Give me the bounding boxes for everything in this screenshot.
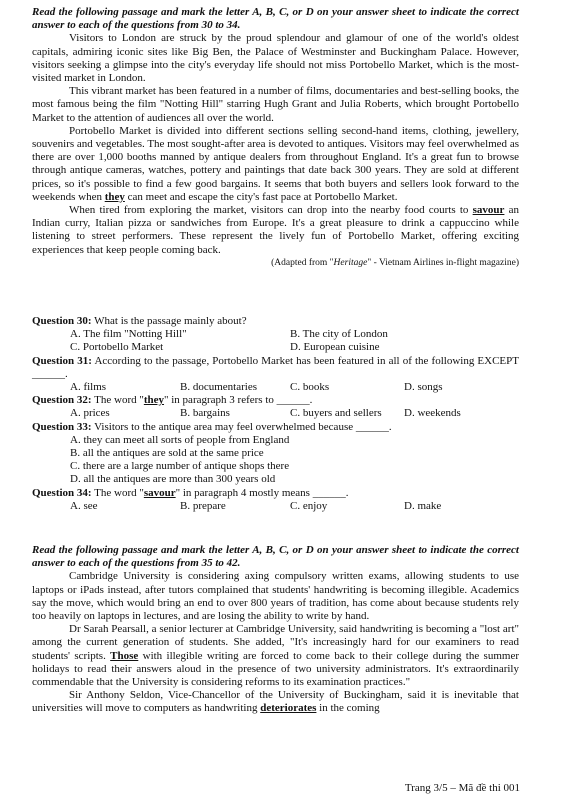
q32-option-d[interactable]: D. weekends bbox=[404, 407, 461, 420]
source-suffix: " - Vietnam Airlines in-flight magazine) bbox=[367, 257, 519, 268]
q31-option-d[interactable]: D. songs bbox=[404, 380, 443, 393]
question-33-text: Visitors to the antique area may feel overwhelmed because ______. bbox=[91, 420, 392, 433]
q32-option-c[interactable]: C. buyers and sellers bbox=[290, 407, 382, 420]
question-32 bbox=[32, 394, 519, 420]
q34-option-c[interactable]: C. enjoy bbox=[290, 499, 328, 512]
passage1-source bbox=[32, 257, 519, 270]
question-33-label: Question 33: bbox=[32, 420, 92, 433]
passage2-paragraph-3 bbox=[32, 689, 519, 715]
q30-option-b[interactable]: B. The city of London bbox=[290, 328, 388, 341]
passage1-paragraph-2: This vibrant market has been featured in a number of films, documentaries and best-selling books, the most famous being the film "Notting Hill" starring Hugh Grant and Julia Roberts, which brought Portobello Market to the attention of audiences all over the world. bbox=[32, 85, 519, 124]
p3b-text-after: in the coming bbox=[316, 702, 380, 715]
source-prefix: (Adapted from " bbox=[271, 257, 334, 268]
p4-text-after: an Indian curry, Italian pizza or sandwiches from Europe. It's a great pleasure to drink a cappuccino while listening to street performers. These represent the lively fun of Portobello Market, offering exciting experiences that keep people coming back. bbox=[32, 204, 519, 256]
question-31 bbox=[32, 355, 519, 395]
question-34 bbox=[32, 487, 519, 513]
page-footer: Trang 3/5 – Mã đề thi 001 bbox=[404, 782, 520, 794]
p3b-text-before: Sir Anthony Seldon, Vice-Chancellor of the University of Buckingham, said it is inevitable that universities will move to computers as handwriting bbox=[32, 689, 519, 715]
passage2-paragraph-1: Cambridge University is considering axing compulsory written exams, allowing students to use laptops or iPads instead, after tutors complained that students' handwriting is becoming illegible. Academics say the move, which would bring an end to over 800 years of tradition, has come about because students rely too heavily on laptops in lectures, and are losing the ability to write by hand. bbox=[32, 570, 519, 623]
section1-passage bbox=[32, 6, 519, 270]
q31-option-a[interactable]: A. films bbox=[70, 380, 107, 393]
passage2-paragraph-2 bbox=[32, 623, 519, 689]
q33-option-c[interactable]: C. there are a large number of antique shops there bbox=[70, 460, 290, 473]
q30-option-c[interactable]: C. Portobello Market bbox=[70, 341, 164, 354]
underlined-word-they: they bbox=[104, 190, 125, 203]
section2-instruction: Read the following passage and mark the letter A, B, C, or D on your answer sheet to indicate the correct answer to each of the questions from 35 to 42. bbox=[32, 544, 519, 570]
passage1-paragraph-1: Visitors to London are struck by the proud splendour and glamour of one of the world's oldest capitals, admiring iconic sites like Big Ben, the Palace of Westminster and Buckingham Palace. However, visitors seeking a glimpse into the city's everyday life should not miss Portobello Market, which is the most-visited market in London. bbox=[32, 32, 519, 85]
question-34-text-pre: The word " bbox=[91, 486, 144, 499]
section2-passage bbox=[32, 544, 519, 716]
question-33 bbox=[32, 421, 519, 487]
p3-text-after: can meet and escape the city's fast pace at Portobello Market. bbox=[124, 190, 398, 203]
q31-option-c[interactable]: C. books bbox=[290, 380, 330, 393]
underlined-word-deteriorates: deteriorates bbox=[260, 702, 317, 715]
q34-option-b[interactable]: B. prepare bbox=[180, 499, 226, 512]
question-32-word: they bbox=[143, 394, 165, 407]
questions-30-34 bbox=[32, 315, 519, 513]
p3-text-before: Portobello Market is divided into different sections selling second-hand items, clothing, jewellery, souvenirs and vegetables. The most sought-after area is devoted to antiques. Visitors may feel overwhelmed as there are over 1,000 booths manned by antique dealers from throughout England. It's a great fun to browse through antique cameras, watches, pottery and paintings that date back 300 years. They are sold at different prices, so it's possible to find a few good bargains. It seems that both buyers and sellers look forward to the weekends when bbox=[32, 124, 519, 203]
p2-text-after: with illegible writing are forced to come back to their college during the summer holidays to read their answers aloud in the presence of two university administrators. It's extraordinarily commendable that the University is considering reforms to its examination practices." bbox=[32, 649, 519, 689]
p4-text-before: When tired from exploring the market, visitors can drop into the nearby food courts to bbox=[69, 204, 473, 217]
q30-option-a[interactable]: A. The film "Notting Hill" bbox=[70, 328, 187, 341]
q33-option-a[interactable]: A. they can meet all sorts of people from England bbox=[70, 433, 290, 446]
passage1-paragraph-4 bbox=[32, 204, 519, 257]
q34-option-a[interactable]: A. see bbox=[70, 499, 98, 512]
q32-option-b[interactable]: B. bargains bbox=[180, 407, 230, 420]
q33-option-b[interactable]: B. all the antiques are sold at the same price bbox=[70, 446, 264, 459]
question-34-label: Question 34: bbox=[32, 486, 92, 499]
passage1-paragraph-3 bbox=[32, 125, 519, 204]
question-30-text: What is the passage mainly about? bbox=[91, 315, 247, 327]
q33-option-d[interactable]: D. all the antiques are more than 300 years old bbox=[70, 473, 276, 486]
q34-option-d[interactable]: D. make bbox=[404, 499, 442, 512]
question-34-text-post: " in paragraph 4 mostly means ______. bbox=[175, 486, 349, 499]
p2-text-before: Dr Sarah Pearsall, a senior lecturer at Cambridge University, said handwriting is becoming a "lost art" among the current generation of students. She added, "It's increasingly hard for our examiners to read students' scripts. bbox=[32, 623, 519, 662]
question-30-label: Question 30: bbox=[32, 315, 92, 327]
question-31-text: According to the passage, Portobello Market has been featured in all of the following EXCEPT ______. bbox=[32, 354, 519, 380]
question-32-text-post: " in paragraph 3 refers to ______. bbox=[164, 394, 313, 407]
question-32-text-pre: The word " bbox=[91, 394, 144, 407]
question-30 bbox=[32, 315, 519, 355]
q32-option-a[interactable]: A. prices bbox=[70, 407, 110, 420]
section1-instruction: Read the following passage and mark the letter A, B, C, or D on your answer sheet to indicate the correct answer to each of the questions from 30 to 34. bbox=[32, 6, 519, 32]
source-title: Heritage bbox=[333, 257, 368, 268]
question-34-word: savour bbox=[143, 486, 176, 499]
underlined-word-savour: savour bbox=[472, 204, 505, 217]
q30-option-d[interactable]: D. European cuisine bbox=[290, 341, 380, 354]
question-32-label: Question 32: bbox=[32, 394, 92, 407]
q31-option-b[interactable]: B. documentaries bbox=[180, 380, 257, 393]
question-31-label: Question 31: bbox=[32, 354, 92, 367]
underlined-word-those: Those bbox=[110, 649, 139, 662]
